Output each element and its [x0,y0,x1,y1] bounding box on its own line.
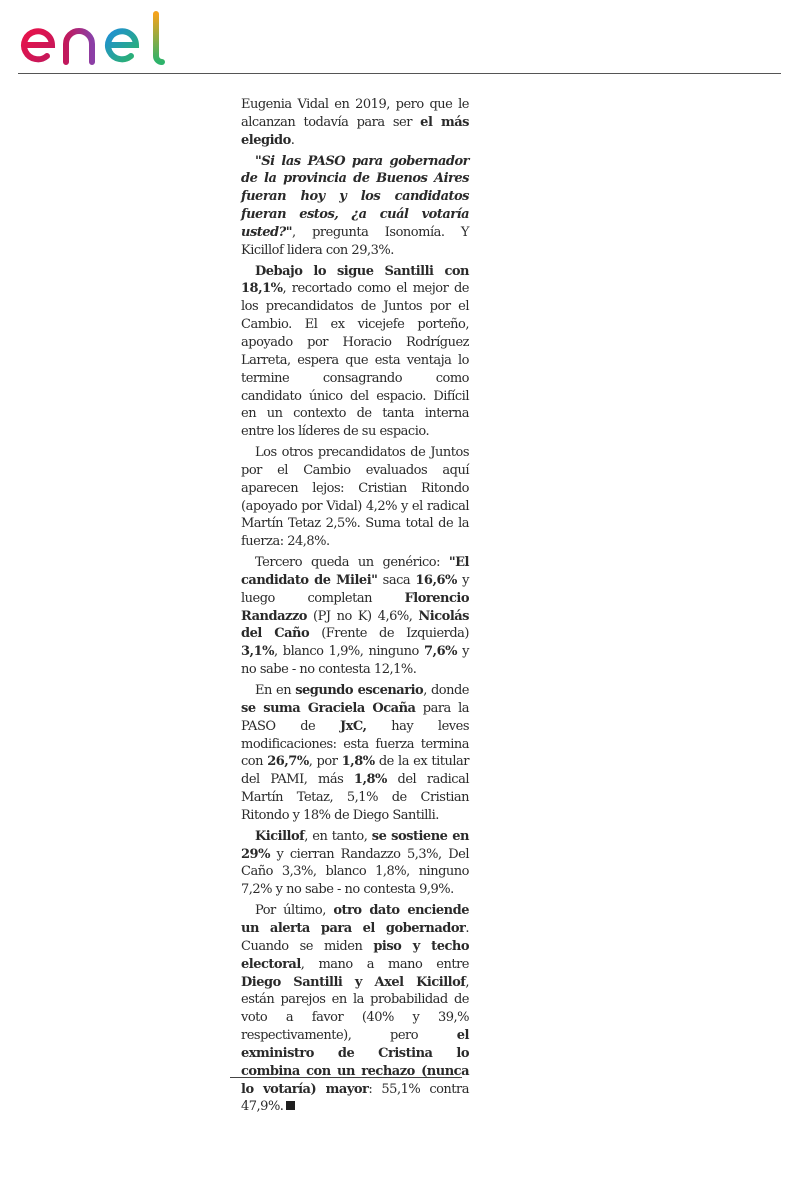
text-run: para la PASO de [241,700,469,734]
bold-text: Kicillof [255,828,305,844]
text-run: , donde [423,683,469,698]
bold-text: 1,8% [353,772,387,788]
header-divider [18,73,781,74]
bold-text: Debajo lo sigue Santilli con 18,1% [241,263,469,297]
bold-text: Florencio Randazzo [241,590,469,624]
enel-logo-mark [14,4,184,68]
bold-text: piso y techo electoral [241,938,469,972]
text-run: . [290,132,295,148]
article-paragraph [241,902,469,1116]
text-run: hay leves modificaciones: esta fuerza termina con [241,718,469,770]
text-run: , recortado como el mejor de los precandidatos de Juntos por el Cambio. El ex vicejefe porteño, apoyado por Horacio Rodríguez Larreta, espera que esta ventaja lo termine consagrando como candidato único del espacio. Difícil en un contexto de tanta interna entre los líderes de su espacio. [241,281,469,440]
text-run: Los otros precandidatos de Juntos por el Cambio evaluados aquí aparecen lejos: Cristian Ritondo (apoyado por Vidal) 4,2% y el radical Martín Tetaz 2,5%. Suma total de la fuerza: 24,8%. [241,445,469,550]
text-run: (Frente de Izquierda) [309,626,469,642]
text-run: , están parejos en la probabilidad de voto a favor (40% y 39,% respectivamente), pero [241,974,469,1044]
bold-text: 3,1% [241,644,274,660]
text-run: , por [308,754,342,770]
bold-text: "Si las PASO para gobernador de la provincia de Buenos Aires fueran hoy y los candidatos fueran estos, ¿a cuál votaría usted?" [241,153,469,240]
bold-text: 1,8% [341,754,375,770]
bold-text: el más elegido [241,114,469,148]
text-run: Tercero queda un genérico: [255,555,449,571]
text-run: y cierran Randazzo 5,3%, Del Caño 3,3%, blanco 1,8%, ninguno 7,2% y no sabe - no contesta 9,9%. [241,846,469,898]
text-run: y no sabe - no contesta 12,1%. [241,644,470,678]
article-paragraph [241,153,469,260]
bold-text: el exministro de Cristina lo combina con un rechazo (nunca lo votaría) mayor [241,1028,469,1097]
bold-text: 16,6% [415,572,457,588]
article-paragraph [241,828,469,899]
bold-text: otro dato enciende un alerta para el gobernador [241,903,469,936]
text-run: Eugenia Vidal en 2019, pero que le alcanzan todavía para ser [241,97,469,130]
text-run: , pregunta Isonomía. Y Kicillof lidera con 29,3%. [241,224,469,258]
bold-text: JxC, [339,718,367,734]
bold-text: 7,6% [424,644,457,660]
text-run: , en tanto, [304,828,372,844]
text-run: de la ex titular del PAMI, más [241,754,469,788]
article-paragraph [241,263,469,441]
bold-text: Nicolás del Caño [241,608,469,642]
text-run: (PJ no K) 4,6%, [306,608,419,624]
end-of-article-mark [286,1101,295,1110]
text-run: En en [255,683,296,698]
bold-text: Diego Santilli y Axel Kicillof [241,974,466,990]
bold-text: se sostiene en 29% [241,828,469,862]
text-run: y luego completan [241,572,470,606]
article-paragraph [241,682,469,825]
article-body [241,96,469,1119]
text-run: del radical Martín Tetaz, 5,1% de Cristian Ritondo y 18% de Diego Santilli. [241,772,469,823]
text-run: , mano a mano entre [300,956,469,972]
article-end-rule [230,1077,462,1078]
text-run: . Cuando se miden [241,920,469,954]
article-paragraph [241,554,469,679]
article-paragraph [241,444,469,551]
text-run: Por último, [255,903,334,919]
bold-text: segundo escenario [295,683,424,698]
bold-text: 26,7% [267,754,309,770]
bold-text: se suma Graciela Ocaña [241,700,416,716]
enel-logo [14,4,184,68]
text-run: saca [377,572,416,588]
text-run: , blanco 1,9%, ninguno [273,644,424,660]
article-paragraph [241,96,469,150]
text-run: : 55,1% contra 47,9%. [241,1081,469,1115]
bold-text: "El candidato de Milei" [241,555,469,588]
